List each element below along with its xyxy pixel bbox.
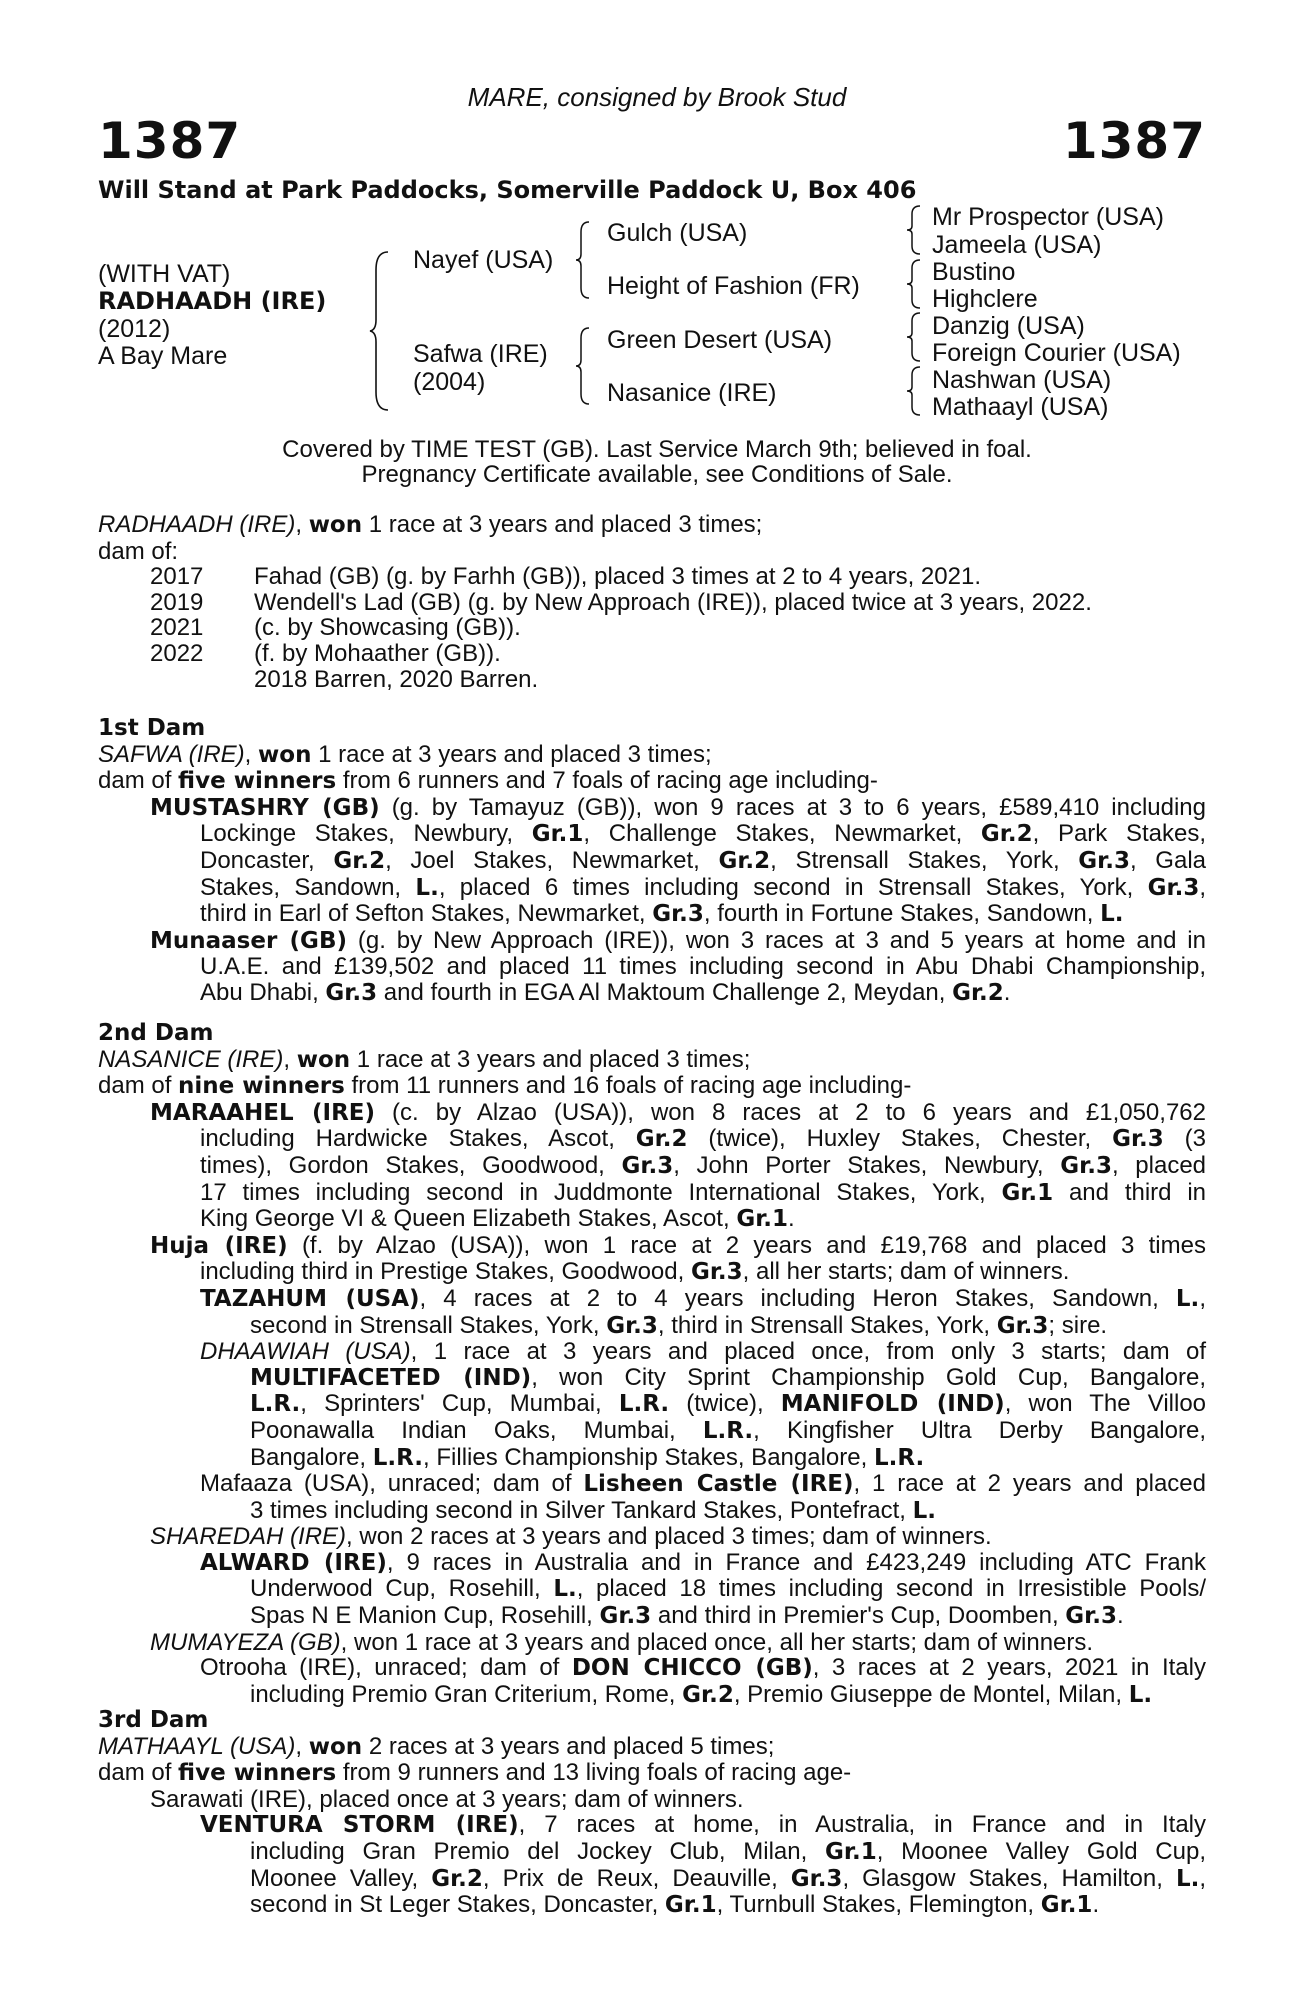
vat-note: (WITH VAT) <box>98 260 231 288</box>
consignment-line: MARE, consigned by Brook Stud <box>467 82 847 112</box>
progeny-entry: MUMAYEZA (GB), won 1 race at 3 years and placed once, all her starts; dam of winners. <box>150 1628 1094 1656</box>
gen3-2: Jameela (USA) <box>932 231 1102 259</box>
progeny-entry: TAZAHUM (USA), 4 races at 2 to 4 years including Heron Stakes, Sandown, L., second in Strensall Stakes, York, Gr.3, third in Strensall Stakes, York, Gr.3; sire. <box>200 1284 1206 1339</box>
horse-year: (2012) <box>98 315 171 343</box>
dam-record: MATHAAYL (USA), won 2 races at 3 years and placed 5 times; <box>98 1732 775 1760</box>
progeny-entry: Huja (IRE) (f. by Alzao (USA)), won 1 race at 2 years and £19,768 and placed 3 times including third in Prestige Stakes, Goodwood, Gr.3, all her starts; dam of winners. <box>150 1231 1206 1286</box>
produce-row: 2021 (c. by Showcasing (GB)). <box>150 614 521 642</box>
gen3-5: Danzig (USA) <box>932 312 1085 340</box>
gen3-4: Highclere <box>932 285 1038 313</box>
dam-of-summary: dam of five winners from 9 runners and 13 living foals of racing age- <box>98 1759 852 1787</box>
progeny-entry: MARAAHEL (IRE) (c. by Alzao (USA)), won 8 races at 2 to 6 years and £1,050,762 including Hardwicke Stakes, Ascot, Gr.2 (twice), Huxley Stakes, Chester, Gr.3 (3 times), Gordon Stakes, Goodwood, Gr.3, John Porter Stakes, Newbury, Gr.3, placed 17 times including second in Juddmonte International Stakes, York, Gr.1 and third in King George VI & Queen Elizabeth Stakes, Ascot, Gr.1. <box>150 1098 1207 1233</box>
covered-line-2: Pregnancy Certificate available, see Conditions of Sale. <box>361 461 953 488</box>
gen2-sire-dam: Height of Fashion (FR) <box>607 272 860 300</box>
progeny-entry: ALWARD (IRE), 9 races in Australia and in France and £423,249 including ATC Frank Underwood Cup, Rosehill, L., placed 18 times including second in Irresistible Pools/ Spas N E Manion Cup, Rosehill, Gr.3 and third in Premier's Cup, Doomben, Gr.3. <box>200 1548 1207 1630</box>
gen2-dam-dam: Nasanice (IRE) <box>607 379 777 407</box>
gen3-3: Bustino <box>932 258 1016 286</box>
progeny-entry: Munaaser (GB) (g. by New Approach (IRE)), won 3 races at 3 and 5 years at home and in U.A.E. and £139,502 and placed 11 times including second in Abu Dhabi Championship, Abu Dhabi, Gr.3 and fourth in EGA Al Maktoum Challenge 2, Meydan, Gr.2. <box>150 926 1206 1006</box>
produce-row: 2019 Wendell's Lad (GB) (g. by New Approach (IRE)), placed twice at 3 years, 2022. <box>150 588 1092 616</box>
pedigree-brace-g3-2 <box>906 258 922 310</box>
progeny-entry: VENTURA STORM (IRE), 7 races at home, in Australia, in France and in Italy including Gran Premio del Jockey Club, Milan, Gr.1, Moonee Valley Gold Cup, Moonee Valley, Gr.2, Prix de Reux, Deauville, Gr.3, Glasgow Stakes, Hamilton, L., second in St Leger Stakes, Doncaster, Gr.1, Turnbull Stakes, Flemington, Gr.1. <box>200 1811 1207 1919</box>
gen2-dam-sire: Green Desert (USA) <box>607 326 833 354</box>
first-dam-section <box>98 716 1206 1007</box>
lot-number-left: 1387 <box>98 112 242 170</box>
barren-years: 2018 Barren, 2020 Barren. <box>254 665 539 693</box>
third-dam-section <box>98 1708 1206 1919</box>
dam-record: NASANICE (IRE), won 1 race at 3 years and placed 3 times; <box>98 1045 751 1073</box>
pedigree-brace-dam <box>575 326 591 406</box>
horse-description: A Bay Mare <box>98 342 228 370</box>
mare-section <box>98 512 1206 692</box>
gen3-8: Mathaayl (USA) <box>932 393 1109 421</box>
pedigree-brace-main <box>368 250 392 412</box>
progeny-entry: Sarawati (IRE), placed once at 3 years; dam of winners. <box>150 1785 744 1813</box>
mare-name: RADHAADH (IRE) <box>98 511 296 538</box>
produce-row: 2022 (f. by Mohaather (GB)). <box>150 639 501 667</box>
gen2-sire-sire: Gulch (USA) <box>607 219 748 247</box>
progeny-entry: Mafaaza (USA), unraced; dam of Lisheen Castle (IRE), 1 race at 2 years and placed 3 times including second in Silver Tankard Stakes, Pontefract, L. <box>200 1470 1206 1524</box>
dam-year: (2004) <box>413 368 486 396</box>
progeny-entry: SHAREDAH (IRE), won 2 races at 3 years and placed 3 times; dam of winners. <box>150 1523 992 1551</box>
progeny-entry: MUSTASHRY (GB) (g. by Tamayuz (GB)), won 9 races at 3 to 6 years, £589,410 including Lockinge Stakes, Newbury, Gr.1, Challenge Stakes, Newmarket, Gr.2, Park Stakes, Doncaster, Gr.2, Joel Stakes, Newmarket, Gr.2, Strensall Stakes, York, Gr.3, Gala Stakes, Sandown, L., placed 6 times including second in Strensall Stakes, York, Gr.3, third in Earl of Sefton Stakes, Newmarket, Gr.3, fourth in Fortune Stakes, Sandown, L. <box>150 793 1207 928</box>
horse-name: RADHAADH (IRE) <box>98 287 327 315</box>
section-title: 3rd Dam <box>98 1707 209 1733</box>
pedigree-brace-g3-1 <box>906 204 922 256</box>
mare-record: RADHAADH (IRE), won 1 race at 3 years and placed 3 times; <box>98 511 763 538</box>
pedigree-brace-g3-3 <box>906 311 922 363</box>
dam-of-label: dam of: <box>98 537 179 565</box>
section-title: 2nd Dam <box>98 1020 214 1046</box>
pedigree-brace-sire <box>575 220 591 300</box>
stand-location: Will Stand at Park Paddocks, Somerville Paddock U, Box 406 <box>98 176 917 204</box>
progeny-entry: DHAAWIAH (USA), 1 race at 3 years and placed once, from only 3 starts; dam of MULTIFACETED (IND), won City Sprint Championship Gold Cup, Bangalore, L.R., Sprinters' Cup, Mumbai, L.R. (twice), MANIFOLD (IND), won The Villoo Poonawalla Indian Oaks, Mumbai, L.R., Kingfisher Ultra Derby Bangalore, Bangalore, L.R., Fillies Championship Stakes, Bangalore, L.R. <box>200 1338 1207 1471</box>
lot-number-right: 1387 <box>1062 112 1206 170</box>
gen3-1: Mr Prospector (USA) <box>932 203 1164 231</box>
pedigree-brace-g3-4 <box>906 365 922 417</box>
section-title: 1st Dam <box>98 715 206 741</box>
gen3-6: Foreign Courier (USA) <box>932 339 1181 367</box>
sire-name: Nayef (USA) <box>413 246 554 274</box>
dam-name: Safwa (IRE) <box>413 340 548 368</box>
dam-of-summary: dam of five winners from 6 runners and 7 foals of racing age including- <box>98 767 878 795</box>
produce-row: 2017 Fahad (GB) (g. by Farhh (GB)), placed 3 times at 2 to 4 years, 2021. <box>150 563 981 591</box>
dam-of-summary: dam of nine winners from 11 runners and 16 foals of racing age including- <box>98 1072 912 1100</box>
second-dam-section <box>98 1021 1206 1708</box>
progeny-entry: Otrooha (IRE), unraced; dam of DON CHICCO (GB), 3 races at 2 years, 2021 in Italy including Premio Gran Criterium, Rome, Gr.2, Premio Giuseppe de Montel, Milan, L. <box>200 1654 1206 1708</box>
covered-line-1: Covered by TIME TEST (GB). Last Service March 9th; believed in foal. <box>282 436 1032 463</box>
gen3-7: Nashwan (USA) <box>932 366 1112 394</box>
dam-record: SAFWA (IRE), won 1 race at 3 years and placed 3 times; <box>98 740 712 768</box>
